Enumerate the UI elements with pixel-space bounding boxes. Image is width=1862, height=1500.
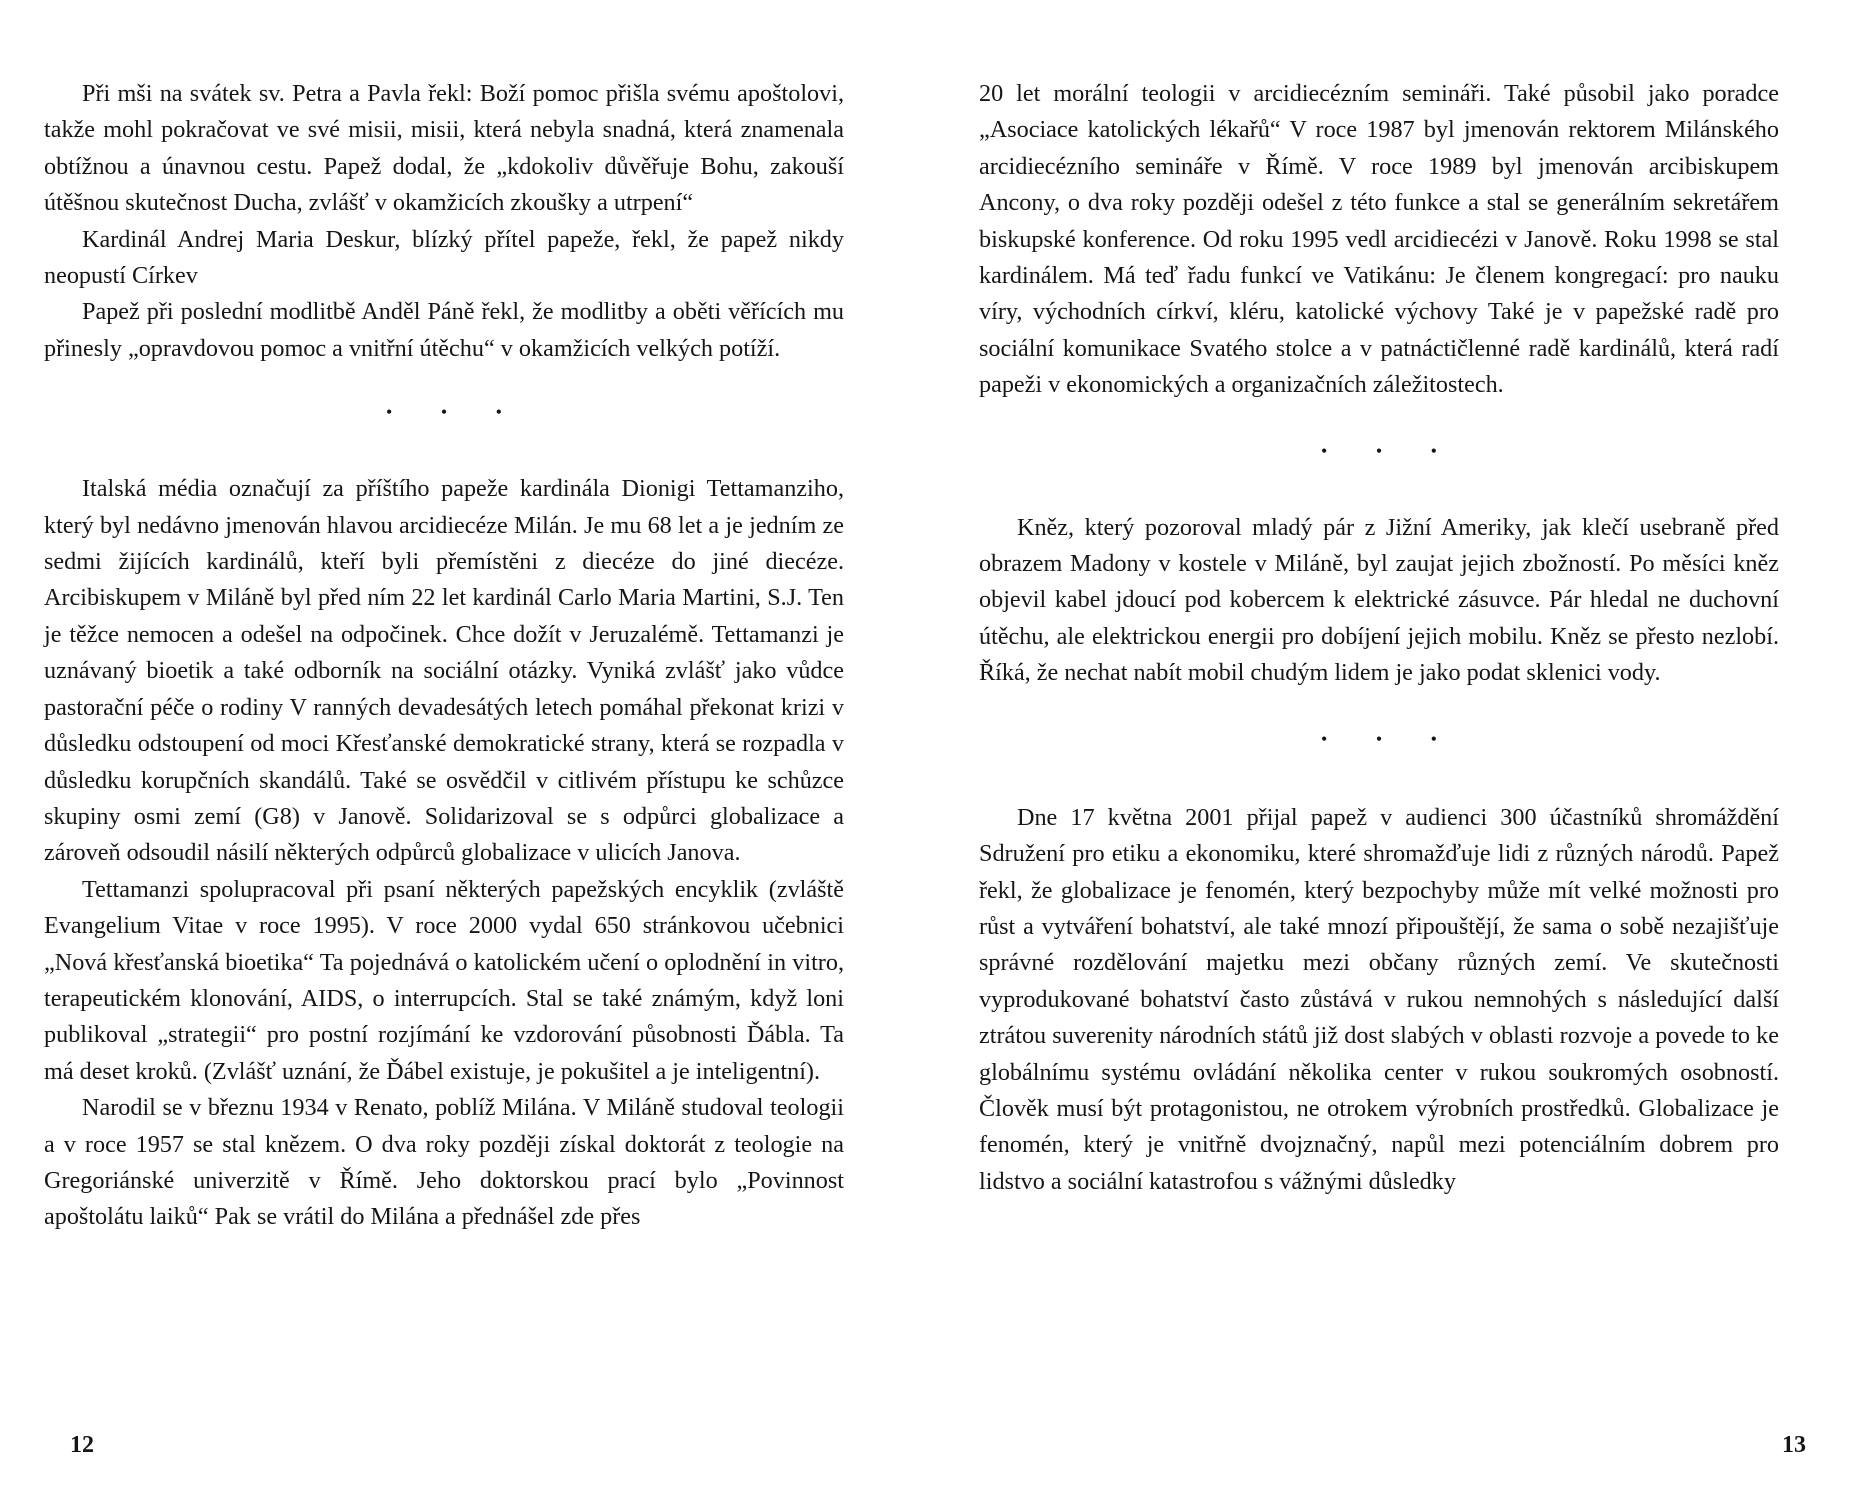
section-separator: • • • (386, 402, 524, 423)
section-separator: • • • (1321, 728, 1459, 749)
right-page (931, 0, 1862, 1500)
paragraph: Kněz, který pozoroval mladý pár z Jižní Ameriky, jak klečí usebraně před obrazem Madony v kostele v Miláně, byl zaujat jejich zbožností. Po měsíci kněz objevil kabel jdoucí pod kobercem k elektrické zásuvce. Pár hledal ne duchovní útěchu, ale elektrickou energii pro dobíjení jejich mobilu. Kněz se přesto nezlobí. Říká, že nechat nabít mobil chudým lidem je jako podat sklenici vody. (979, 513, 1779, 687)
right-text-column (979, 76, 1779, 1200)
page-number: 13 (1782, 1432, 1806, 1458)
paragraph: Kardinál Andrej Maria Deskur, blízký přítel papeže, řekl, že papež nikdy neopustí Církev (44, 225, 844, 290)
section-separator: • • • (1321, 440, 1459, 461)
paragraph: Dne 17 května 2001 přijal papež v audienci 300 účastníků shromáždění Sdružení pro etiku a ekonomiku, které shromažďuje lidi z různých národů. Papež řekl, že globalizace je fenomén, který bezpochyby může mít velké možnosti pro růst a vytváření bohatství, ale také mnozí připouštějí, že sama o sobě nezajišťuje správné rozdělování majetku mezi občany různých zemí. Ve skutečnosti vyprodukované bohatství často zůstává v rukou nemnohých s následující další ztrátou suverenity národních států již dost slabých v oblasti rozvoje a povede to ke globálnímu systému ovládání několika center v rukou soukromých osobností. Člověk musí být protagonistou, ne otrokem výrobních prostředků. Globalizace je fenomén, který je vnitřně dvojznačný, napůl mezi potenciálním dobrem pro lidstvo a sociální katastrofou s vážnými důsledky (979, 803, 1779, 1195)
paragraph: Italská média označují za příštího papeže kardinála Dionigi Tettamanziho, který byl nedávno jmenován hlavou arcidiecéze Milán. Je mu 68 let a je jedním ze sedmi žijících kardinálů, kteří byli přemístěni z diecéze do jiné diecéze. Arcibiskupem v Miláně byl před ním 22 let kardinál Carlo Maria Martini, S.J. Ten je těžce nemocen a odešel na odpočinek. Chce dožít v Jeruzalémě. Tettamanzi je uznávaný bioetik a také odborník na sociální otázky. Vyniká zvlášť jako vůdce pastorační péče o rodiny V ranných devadesátých letech pomáhal překonat krizi v důsledku odstoupení od moci Křesťanské demokratické strany, která se rozpadla v důsledku korupčních skandálů. Také se osvědčil v citlivém přístupu ke schůzce skupiny osmi zemí (G8) v Janově. Solidarizoval se s odpůrci globalizace a zároveň odsoudil násilí některých odpůrců globalizace v ulicích Janova. (44, 475, 844, 867)
paragraph: Narodil se v březnu 1934 v Renato, poblíž Milána. V Miláně studoval teologii a v roce 1957 se stal knězem. O dva roky později získal doktorát z teologie na Gregoriánské univerzitě v Římě. Jeho doktorskou prací bylo „Povinnost apoštolátu laiků“ Pak se vrátil do Milána a přednášel zde přes (44, 1094, 844, 1231)
paragraph: Papež při poslední modlitbě Anděl Páně řekl, že modlitby a oběti věřících mu přinesly „opravdovou pomoc a vnitřní útěchu“ v okamžicích velkých potíží. (44, 298, 844, 362)
page-number: 12 (70, 1432, 94, 1458)
paragraph: Tettamanzi spolupracoval při psaní některých papežských encyklik (zvláště Evangelium Vitae v roce 1995). V roce 2000 vydal 650 stránkovou učebnici „Nová křesťanská bioetika“ Ta pojednává o katolickém učení o oplodnění in vitro, terapeutickém klonování, AIDS, o interrupcích. Stal se také známým, když loni publikoval „strategii“ pro postní rozjímání ke vzdorování působnosti Ďábla. Ta má deset kroků. (Zvlášť uznání, že Ďábel existuje, je pokušitel a je inteligentní). (44, 875, 844, 1085)
paragraph: Při mši na svátek sv. Petra a Pavla řekl: Boží pomoc přišla svému apoštolovi, takže mohl pokračovat ve své misii, misii, která nebyla snadná, která znamenala obtížnou a únavnou cestu. Papež dodal, že „kdokoliv důvěřuje Bohu, zakouší útěšnou skutečnost Ducha, zvlášť v okamžicích zkoušky a utrpení“ (44, 80, 844, 217)
left-text-column (44, 76, 844, 1236)
paragraph: 20 let morální teologii v arcidiecézním semináři. Také působil jako poradce „Asociace katolických lékařů“ V roce 1987 byl jmenován rektorem Milánského arcidiecézního semináře v Římě. V roce 1989 byl jmenován arcibiskupem Ancony, o dva roky později odešel z této funkce a stal se generálním sekretářem biskupské konference. Od roku 1995 vedl arcidiecézi v Janově. Roku 1998 se stal kardinálem. Má teď řadu funkcí ve Vatikánu: Je členem kongregací: pro nauku víry, východních církví, kléru, katolické výchovy Také je v papežské radě pro sociální komunikace Svatého stolce a v patnáctičlenné radě kardinálů, která radí papeži v ekonomických a organizačních záležitostech. (979, 80, 1779, 399)
